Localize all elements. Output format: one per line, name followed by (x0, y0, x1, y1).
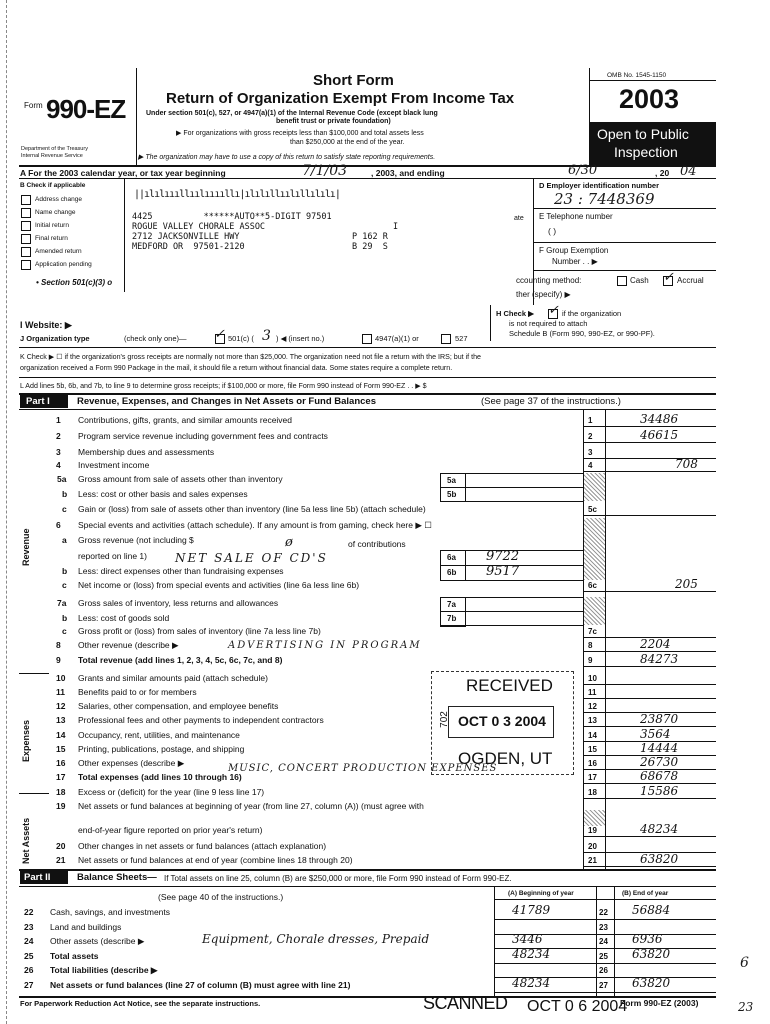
line-label: Less: cost of goods sold (78, 613, 170, 623)
line-a-mid: , 2003, and ending (371, 168, 445, 178)
line-label: Other expenses (describe ▶ (78, 758, 185, 768)
omb-number: OMB No. 1545-1150 (607, 72, 667, 79)
line-number: 6 (56, 520, 61, 530)
postal-barcode: ||ılılıııllıılııııllı|ılılıllıılıllılılı| (134, 189, 340, 200)
telephone-value[interactable]: ( ) (548, 226, 557, 236)
website-label: I Website: ▶ (20, 320, 72, 330)
balance-line-label: Total liabilities (describe ▶ (50, 965, 158, 975)
line-box-number: 2 (588, 432, 593, 441)
instruction-2: than $250,000 at the end of the year. (290, 139, 405, 146)
line6-amount[interactable]: ø (285, 535, 293, 550)
instruction-3: ▶ The organization may have to use a copy of this return to satisfy state reporting requirements. (138, 154, 436, 161)
line-amount[interactable]: 205 (675, 577, 698, 591)
line-label: Benefits paid to or for members (78, 687, 197, 697)
line-number: 8 (56, 640, 61, 650)
part1-note: (See page 37 of the instructions.) (481, 396, 621, 407)
instruction-1: ▶ For organizations with gross receipts less than $100,000 and total assets less (176, 130, 424, 137)
line-amount[interactable]: 34486 (640, 412, 679, 426)
part2-rest: If Total assets on line 25, column (B) are $250,000 or more, file Form 990 instead of Form 990-EZ. (164, 874, 512, 883)
501c-label: 501(c) ( (228, 334, 254, 343)
line-amount[interactable]: 63820 (640, 852, 679, 866)
ein-value[interactable]: 23 : 7448369 (554, 190, 655, 208)
line-box-number: 13 (588, 716, 597, 725)
balance-line-number: 27 (24, 980, 34, 990)
box-6b: 6b (447, 568, 457, 577)
line-label: Contributions, gifts, grants, and similar amounts received (78, 415, 293, 425)
address-change-checkbox[interactable] (21, 195, 31, 205)
part2-tag: Part II (24, 872, 51, 883)
tax-year-begin[interactable]: 7/1/03 (302, 163, 348, 179)
line-amount[interactable]: 48234 (640, 822, 679, 836)
line-box-number: 1 (588, 416, 593, 425)
balance-line-label: Land and buildings (50, 922, 122, 932)
address-change-label: Address change (35, 196, 82, 203)
line-amount[interactable]: 46615 (640, 428, 679, 442)
4947-label: 4947(a)(1) or (375, 334, 419, 343)
line-number: c (62, 626, 67, 636)
form-title: Return of Organization Exempt From Income Tax (166, 90, 515, 107)
line-number: 16 (56, 758, 66, 768)
received-stamp-text: RECEIVED (466, 676, 553, 695)
column-b-header: (B) End of year (622, 890, 669, 897)
line-number: 12 (56, 701, 66, 711)
line-a-label: A For the 2003 calendar year, or tax year beginning (20, 168, 226, 178)
balance-line-number: 23 (24, 922, 34, 932)
line-label: Professional fees and other payments to independent contractors (78, 715, 324, 725)
line-label: Gross sales of inventory, less returns and allowances (78, 598, 279, 608)
line-label: Gross amount from sale of assets other than inventory (78, 474, 283, 484)
form-subtitle-1: Under section 501(c), 527, or 4947(a)(1) of the Internal Revenue Code (except black lung (146, 110, 438, 117)
box-6a: 6a (447, 553, 456, 562)
line-h-text-4: Schedule B (Form 990, 990-EZ, or 990-PF). (509, 329, 655, 338)
line-h-text-2: if the organization (562, 309, 622, 318)
4947-checkbox[interactable] (362, 334, 372, 344)
line-number: a (62, 535, 67, 545)
form-subtitle-2: benefit trust or private foundation) (276, 118, 391, 125)
balance-end-value[interactable]: 63820 (632, 976, 671, 990)
line-l-text: L Add lines 5b, 6b, and 7b, to line 9 to determine gross receipts; if $100,000 or more, file Form 990 instead of Form 990-EZ . . ▶ $ (20, 382, 427, 390)
line-box-number: 14 (588, 731, 597, 740)
scanned-stamp: SCANNED (423, 993, 508, 1013)
line-label: end-of-year figure reported on prior year's return) (78, 825, 263, 835)
accounting-method-label: ccounting method: (516, 276, 582, 285)
application-pending-checkbox[interactable] (21, 260, 31, 270)
line-amount[interactable]: 26730 (640, 755, 679, 769)
line-box-number: 11 (588, 688, 597, 697)
form-label: Form (24, 101, 43, 110)
line8-description[interactable]: ADVERTISING IN PROGRAM (228, 640, 422, 651)
name-change-label: Name change (35, 209, 76, 216)
balance-end-value[interactable]: 63820 (632, 947, 671, 961)
initial-return-label: Initial return (35, 222, 69, 229)
line-label: Gross profit or (loss) from sales of inventory (line 7a less line 7b) (78, 626, 321, 636)
line-label: Net assets or fund balances at end of year (combine lines 18 through 20) (78, 855, 353, 865)
line-label: Program service revenue including government fees and contracts (78, 431, 328, 441)
line-number: 1 (56, 415, 61, 425)
line-box-number: 6c (588, 581, 597, 590)
line-amount[interactable]: 15586 (640, 784, 679, 798)
line-amount[interactable]: 68678 (640, 769, 679, 783)
address-line-2: ROGUE VALLEY CHORALE ASSOC I (132, 222, 399, 232)
line-box-number: 8 (588, 641, 593, 650)
line-box-number: 10 (588, 674, 597, 683)
dept-treasury: Department of the Treasury (21, 146, 88, 152)
line-amount[interactable]: 2204 (640, 637, 671, 651)
application-pending-label: Application pending (35, 261, 92, 268)
line16-description[interactable]: MUSIC, CONCERT PRODUCTION EXPENSES (228, 763, 498, 774)
line-number: 17 (56, 772, 66, 782)
stamp-code: 702 (438, 711, 450, 728)
tax-year: 2003 (619, 84, 680, 114)
line-label: Special events and activities (attach schedule). If any amount is from gaming, check here ▶ ☐ (78, 520, 432, 530)
insert-no-label: ) ◀ (insert no.) (276, 334, 325, 343)
line-label: Net assets or fund balances at beginning of year (from line 27, column (A)) (must agree with (78, 801, 424, 811)
ate-fragment: ate (514, 215, 524, 222)
line-box-number: 17 (588, 773, 597, 782)
balance-end-value[interactable]: 6936 (632, 932, 663, 946)
accrual-checkmark-icon: ✓ (663, 270, 674, 285)
form-number: 990-EZ (46, 94, 126, 124)
line-box-number: 18 (588, 788, 597, 797)
line-number: b (62, 613, 68, 623)
line24-description[interactable]: Equipment, Chorale dresses, Prepaid (202, 932, 430, 946)
balance-begin-value[interactable]: 3446 (512, 932, 543, 946)
line-number: c (62, 580, 67, 590)
address-line-1: 4425 ******AUTO**5-DIGIT 97501 (132, 212, 332, 222)
scanned-date-stamp: OCT 0 6 2004 (527, 998, 628, 1015)
line-label: Other changes in net assets or fund balances (attach explanation) (78, 841, 327, 851)
balance-line-label: Net assets or fund balances (line 27 of column (B) must agree with line 21) (50, 980, 351, 990)
section-b-title: B Check if applicable (20, 182, 86, 189)
line-number: 15 (56, 744, 66, 754)
line-label: Less: cost or other basis and sales expenses (78, 489, 248, 499)
group-exemption-number: Number . . ▶ (552, 257, 598, 266)
line-number: 7a (57, 598, 67, 608)
line-amount[interactable]: 708 (675, 457, 698, 471)
line-label: Less: direct expenses other than fundraising expenses (78, 566, 284, 576)
line-amount[interactable]: 23870 (640, 712, 679, 726)
line-label: Gross revenue (not including $ (78, 535, 194, 545)
footer-form-id: Form 990-EZ (2003) (620, 998, 699, 1008)
ogden-stamp-text: OGDEN, UT (458, 749, 553, 768)
line-box-number: 12 (588, 702, 597, 711)
line-amount[interactable]: 14444 (640, 741, 679, 755)
balance-line-number: 26 (24, 965, 34, 975)
tax-year-end[interactable]: 6/30 (568, 163, 598, 178)
line-amount[interactable]: 3564 (640, 727, 671, 741)
cash-label: Cash (630, 276, 649, 285)
line-number: 10 (56, 673, 66, 683)
line-k-text-1: K Check ▶ ☐ if the organization's gross receipts are normally not more than $25,000. The organization need not file a return with the IRS; but if the (20, 353, 481, 361)
line-box-number: 19 (588, 826, 597, 835)
line-number: 5a (57, 474, 67, 484)
balance-line-label: Other assets (describe ▶ (50, 936, 145, 946)
part2-see: (See page 40 of the instructions.) (158, 892, 284, 902)
balance-line-label: Total assets (50, 951, 99, 961)
irs-label: Internal Revenue Service (21, 153, 83, 159)
group-exemption-label: F Group Exemption (539, 246, 609, 255)
balance-begin-value[interactable]: 48234 (512, 947, 551, 961)
line-label: Grants and similar amounts paid (attach schedule) (78, 673, 268, 683)
address-line-3: 2712 JACKSONVILLE HWY P 162 R (132, 232, 388, 242)
amended-return-label: Amended return (35, 248, 82, 255)
line-label: Other revenue (describe ▶ (78, 640, 179, 650)
line-number: c (62, 504, 67, 514)
other-accounting-label: ther (specify) ▶ (516, 290, 571, 299)
final-return-checkbox[interactable] (21, 234, 31, 244)
balance-box-number: 26 (599, 966, 608, 975)
box-5a: 5a (447, 476, 456, 485)
line-number: 13 (56, 715, 66, 725)
line-h-text-3: is not required to attach (509, 319, 588, 328)
margin-mark-2: 23 (738, 1000, 754, 1014)
box-7a: 7a (447, 600, 456, 609)
line-label: Investment income (78, 460, 150, 470)
value-6a[interactable]: 9722 (486, 549, 520, 564)
527-label: 527 (455, 334, 468, 343)
open-to-public: Open to Public (597, 126, 689, 142)
telephone-label: E Telephone number (539, 212, 613, 221)
501c-checkmark-icon: ✓ (214, 327, 225, 342)
inspection-label: Inspection (614, 144, 678, 160)
line6-contrib-label: of contributions (348, 539, 406, 549)
line-number: 18 (56, 787, 66, 797)
end-year-digits[interactable]: 04 (680, 164, 697, 179)
accrual-label: Accrual (677, 276, 704, 285)
footer-paperwork: For Paperwork Reduction Act Notice, see the separate instructions. (20, 999, 261, 1008)
line-number: 21 (56, 855, 66, 865)
line-number: 3 (56, 447, 61, 457)
line6-description[interactable]: NET SALE OF CD'S (175, 551, 328, 565)
value-6b[interactable]: 9517 (486, 564, 520, 579)
balance-box-number: 22 (599, 908, 608, 917)
balance-begin-value[interactable]: 48234 (512, 976, 551, 990)
short-form-label: Short Form (313, 72, 394, 89)
line-number: 19 (56, 801, 66, 811)
received-stamp-date: OCT 0 3 2004 (458, 713, 546, 729)
line-label: Total revenue (add lines 1, 2, 3, 4, 5c, 6c, 7c, and 8) (78, 655, 283, 665)
line-box-number: 20 (588, 842, 597, 851)
line-box-number: 15 (588, 745, 597, 754)
org-type-rest: (check only one)— (124, 334, 187, 343)
margin-mark-1: 6 (740, 955, 749, 971)
net-assets-side-label: Net Assets (21, 817, 31, 864)
balance-begin-value[interactable]: 41789 (512, 903, 551, 917)
line-number: 2 (56, 431, 61, 441)
balance-box-number: 23 (599, 923, 608, 932)
line-label: Excess or (deficit) for the year (line 9 less line 17) (78, 787, 265, 797)
line-label: Gain or (loss) from sale of assets other than inventory (line 5a less line 5b) (attach schedule) (78, 504, 426, 514)
balance-line-number: 22 (24, 907, 34, 917)
line-label: Printing, publications, postage, and shipping (78, 744, 245, 754)
line-box-number: 7c (588, 627, 597, 636)
line-h-check: H Check ▶ (496, 309, 534, 318)
line-k-text-2: organization received a Form 990 Package in the mail, it should file a return without financial data. Some states require a complete return. (20, 364, 453, 372)
line-box-number: 16 (588, 759, 597, 768)
ein-label: D Employer identification number (539, 181, 660, 190)
expenses-side-label: Expenses (21, 719, 31, 762)
line-label: Net income or (loss) from special events and activities (line 6a less line 6b) (78, 580, 360, 590)
address-line-4: MEDFORD OR 97501-2120 B 29 S (132, 242, 388, 252)
line-number: 9 (56, 655, 61, 665)
line-label: Total expenses (add lines 10 through 16) (78, 772, 242, 782)
line-number: b (62, 489, 68, 499)
line-amount[interactable]: 84273 (640, 652, 679, 666)
balance-line-label: Cash, savings, and investments (50, 907, 171, 917)
final-return-label: Final return (35, 235, 68, 242)
line-number: 11 (56, 687, 65, 697)
end-year-prefix: , 20 (655, 168, 670, 178)
org-type-label: J Organization type (20, 334, 90, 343)
527-checkbox[interactable] (441, 334, 451, 344)
amended-return-checkbox[interactable] (21, 247, 31, 257)
part2-title: Balance Sheets— (77, 872, 157, 883)
initial-return-checkbox[interactable] (21, 221, 31, 231)
cash-checkbox[interactable] (617, 276, 627, 286)
line-number: b (62, 566, 68, 576)
section-501c3-fragment: • Section 501(c)(3) o (36, 278, 113, 287)
box-7b: 7b (447, 614, 457, 623)
line-box-number: 21 (588, 856, 597, 865)
line-number: 4 (56, 460, 61, 470)
box-5b: 5b (447, 490, 457, 499)
balance-box-number: 25 (599, 952, 608, 961)
column-a-header: (A) Beginning of year (508, 890, 574, 897)
part1-title: Revenue, Expenses, and Changes in Net Assets or Fund Balances (77, 396, 376, 407)
part1-tag: Part I (26, 396, 50, 407)
revenue-side-label: Revenue (21, 528, 31, 566)
line-box-number: 4 (588, 461, 593, 470)
schedule-b-checkmark-icon: ✓ (548, 303, 559, 318)
line-box-number: 9 (588, 656, 593, 665)
balance-box-number: 24 (599, 937, 608, 946)
balance-box-number: 27 (599, 981, 608, 990)
line-label: Occupancy, rent, utilities, and maintenance (78, 730, 240, 740)
balance-line-number: 25 (24, 951, 34, 961)
name-change-checkbox[interactable] (21, 208, 31, 218)
line-number: 20 (56, 841, 66, 851)
line-label: Salaries, other compensation, and employee benefits (78, 701, 279, 711)
balance-end-value[interactable]: 56884 (632, 903, 671, 917)
line-label: Membership dues and assessments (78, 447, 215, 457)
line-label: reported on line 1) (78, 551, 147, 561)
line-box-number: 5c (588, 505, 597, 514)
501c-number[interactable]: 3 (262, 328, 271, 344)
line-box-number: 3 (588, 448, 593, 457)
balance-line-number: 24 (24, 936, 34, 946)
line-number: 14 (56, 730, 66, 740)
